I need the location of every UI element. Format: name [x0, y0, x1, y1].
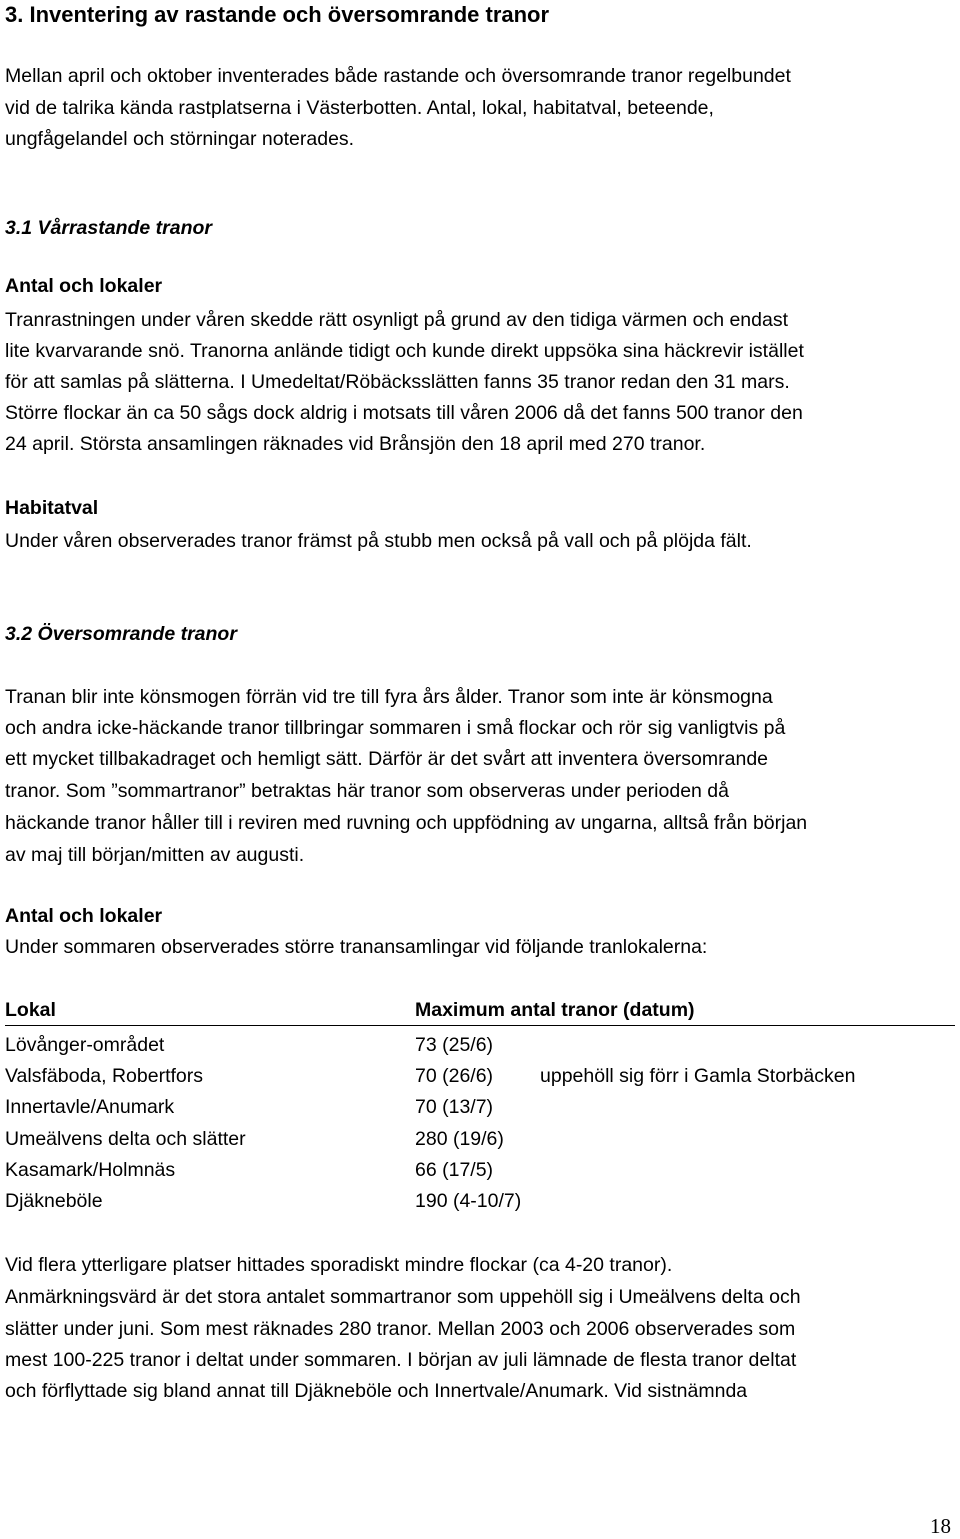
table-cell-lokal: Umeälvens delta och slätter [5, 1128, 246, 1150]
table-cell-lokal: Djäkneböle [5, 1190, 103, 1212]
paragraph-line: för att samlas på slätterna. I Umedeltat/Röbäcksslätten fanns 35 tranor redan den 31 mars. [5, 371, 790, 393]
habitat-heading: Habitatval [5, 497, 99, 519]
paragraph-line: mest 100-225 tranor i deltat under sommaren. I början av juli lämnade de flesta tranor deltat [5, 1349, 797, 1371]
intro-line: Mellan april och oktober inventerades både rastande och översomrande tranor regelbundet [5, 65, 791, 87]
paragraph-line: Under våren observerades tranor främst på stubb men också på vall och på plöjda fält. [5, 530, 752, 552]
paragraph-line: och förflyttade sig bland annat till Djäkneböle och Innertvale/Anumark. Vid sistnämnda [5, 1380, 748, 1402]
paragraph-line: Under sommaren observerades större tranansamlingar vid följande tranlokalerna: [5, 936, 708, 958]
table-header-lokal: Lokal [5, 999, 56, 1021]
subsection-title-3-2: 3.2 Översomrande tranor [5, 623, 237, 645]
table-cell-lokal: Kasamark/Holmnäs [5, 1159, 176, 1181]
paragraph-line: 24 april. Största ansamlingen räknades vid Brånsjön den 18 april med 270 tranor. [5, 433, 706, 455]
paragraph-line: Vid flera ytterligare platser hittades sporadiskt mindre flockar (ca 4-20 tranor). [5, 1254, 673, 1276]
table-cell-max: 73 (25/6) [415, 1034, 494, 1056]
paragraph-line: ett mycket tillbakadraget och hemligt sätt. Därför är det svårt att inventera översomrande [5, 748, 769, 770]
paragraph-line: av maj till början/mitten av augusti. [5, 844, 305, 866]
table-cell-max: 280 (19/6) [415, 1128, 504, 1150]
table-cell-max: 190 (4-10/7) [415, 1190, 522, 1212]
page-number: 18 [930, 1514, 951, 1538]
table-cell-lokal: Innertavle/Anumark [5, 1096, 175, 1118]
table-cell-lokal: Valsfäboda, Robertfors [5, 1065, 203, 1087]
table-cell-max: 70 (26/6) [415, 1065, 494, 1087]
intro-line: vid de talrika kända rastplatserna i Västerbotten. Antal, lokal, habitatval, beteende, [5, 97, 714, 119]
paragraph-line: och andra icke-häckande tranor tillbringar sommaren i små flockar och rör sig vanligtvis på [5, 717, 786, 739]
table-cell-note: uppehöll sig förr i Gamla Storbäcken [540, 1065, 856, 1087]
table-cell-max: 66 (17/5) [415, 1159, 494, 1181]
table-cell-max: 70 (13/7) [415, 1096, 494, 1118]
section-heading: 3. Inventering av rastande och översomrande tranor [5, 2, 550, 27]
subsection-title-3-1: 3.1 Vårrastande tranor [5, 217, 213, 239]
table-cell-lokal: Lövånger-området [5, 1034, 165, 1056]
paragraph-line: Anmärkningsvärd är det stora antalet sommartranor som uppehöll sig i Umeälvens delta och [5, 1286, 801, 1308]
antal-heading: Antal och lokaler [5, 275, 163, 297]
paragraph-line: lite kvarvarande snö. Tranorna anlände tidigt och kunde direkt uppsöka sina häckrevir istället [5, 340, 804, 362]
paragraph-line: Större flockar än ca 50 sågs dock aldrig i motsats till våren 2006 då det fanns 500 tranor den [5, 402, 803, 424]
table-header-max: Maximum antal tranor (datum) [415, 999, 695, 1021]
paragraph-line: slätter under juni. Som mest räknades 280 tranor. Mellan 2003 och 2006 observerades som [5, 1318, 796, 1340]
antal-heading-2: Antal och lokaler [5, 905, 163, 927]
paragraph-line: Tranrastningen under våren skedde rätt osynligt på grund av den tidiga värmen och endast [5, 309, 789, 331]
table-header-rule [5, 1025, 955, 1026]
paragraph-line: häckande tranor håller till i reviren med ruvning och uppfödning av ungarna, alltså från början [5, 812, 808, 834]
paragraph-line: tranor. Som ”sommartranor” betraktas här tranor som observeras under perioden då [5, 780, 729, 802]
paragraph-line: Tranan blir inte könsmogen förrän vid tre till fyra års ålder. Tranor som inte är könsmogna [5, 686, 773, 708]
intro-line: ungfågelandel och störningar noterades. [5, 128, 355, 150]
